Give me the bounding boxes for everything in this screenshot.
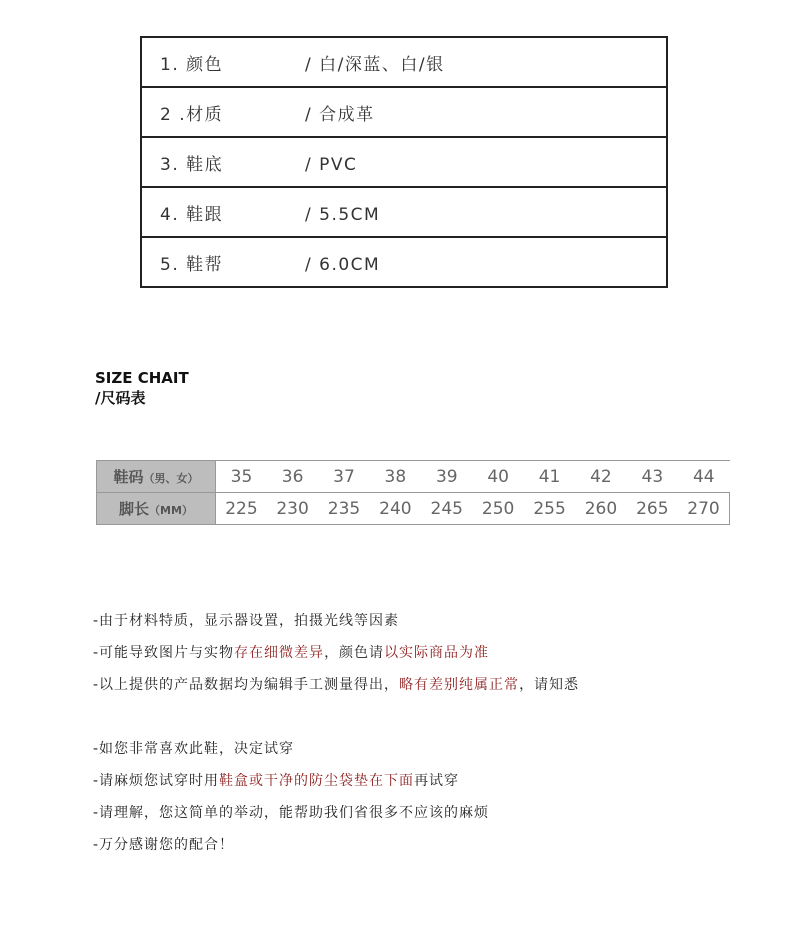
length-label-text: 脚长 — [119, 500, 150, 518]
spec-value: / 5.5CM — [305, 204, 381, 225]
note-text: ，请知悉 — [519, 677, 580, 693]
size-chart-subtitle: /尺码表 — [95, 389, 146, 407]
size-cell: 39 — [421, 461, 472, 493]
spec-value: / PVC — [305, 154, 358, 175]
size-cell: 35 — [216, 461, 267, 493]
note-highlight: 鞋盒或干净的防尘袋垫在下面 — [219, 773, 415, 789]
spec-cell — [141, 187, 667, 237]
spec-key: 4. 鞋跟 — [160, 204, 224, 225]
note-line — [93, 675, 579, 695]
note-text: ，颜色请 — [324, 645, 385, 661]
size-label-text: 鞋码 — [113, 468, 144, 486]
size-cell: 38 — [370, 461, 421, 493]
note-line: -请理解，您这简单的举动，能帮助我们省很多不应该的麻烦 — [93, 805, 490, 821]
note-highlight: 略有差别纯属正常 — [399, 677, 520, 693]
length-row — [97, 493, 730, 525]
size-row-label — [97, 461, 216, 493]
size-chart-title: SIZE CHAIT — [95, 369, 189, 387]
size-cell: 36 — [267, 461, 318, 493]
spec-row — [141, 137, 667, 187]
note-text: -请麻烦您试穿时用 — [93, 773, 220, 789]
length-cell: 270 — [678, 493, 729, 525]
size-chart-table — [96, 460, 730, 525]
length-row-label — [97, 493, 216, 525]
length-cell: 235 — [318, 493, 369, 525]
size-row — [97, 461, 730, 493]
note-line — [93, 771, 459, 791]
note-line: -由于材料特质，显示器设置，拍摄光线等因素 — [93, 613, 400, 629]
size-cell: 37 — [318, 461, 369, 493]
note-line — [93, 643, 489, 663]
spec-row — [141, 187, 667, 237]
length-cell: 245 — [421, 493, 472, 525]
length-cell: 240 — [370, 493, 421, 525]
spec-cell — [141, 87, 667, 137]
spec-cell — [141, 137, 667, 187]
length-cell: 250 — [472, 493, 523, 525]
spec-key: 2 .材质 — [160, 104, 224, 125]
size-cell: 44 — [678, 461, 729, 493]
spec-key: 3. 鞋底 — [160, 154, 224, 175]
length-cell: 265 — [627, 493, 678, 525]
length-cell: 255 — [524, 493, 575, 525]
spec-row — [141, 87, 667, 137]
spec-cell — [141, 237, 667, 287]
size-cell: 41 — [524, 461, 575, 493]
spec-value: / 合成革 — [305, 104, 375, 125]
size-chart-heading — [95, 368, 189, 408]
size-cell: 40 — [472, 461, 523, 493]
note-highlight: 存在细微差异 — [234, 645, 325, 661]
size-cell: 43 — [627, 461, 678, 493]
note-text: 再试穿 — [414, 773, 460, 789]
product-spec-table — [140, 36, 668, 288]
length-label-sub: （MM） — [149, 504, 193, 517]
note-text: -可能导致图片与实物 — [93, 645, 235, 661]
spec-row — [141, 37, 667, 87]
note-text: -以上提供的产品数据均为编辑手工测量得出， — [93, 677, 400, 693]
size-label-sub: （男、女） — [143, 472, 199, 485]
spec-key: 1. 颜色 — [160, 54, 224, 75]
spec-cell — [141, 37, 667, 87]
size-cell: 42 — [575, 461, 626, 493]
note-line: -如您非常喜欢此鞋，决定试穿 — [93, 741, 295, 757]
length-cell: 225 — [216, 493, 267, 525]
length-cell: 260 — [575, 493, 626, 525]
note-line: -万分感谢您的配合！ — [93, 837, 235, 853]
spec-row — [141, 237, 667, 287]
spec-key: 5. 鞋帮 — [160, 254, 224, 275]
spec-value: / 白/深蓝、白/银 — [305, 54, 445, 75]
length-cell: 230 — [267, 493, 318, 525]
spec-value: / 6.0CM — [305, 254, 381, 275]
note-highlight: 以实际商品为准 — [384, 645, 490, 661]
